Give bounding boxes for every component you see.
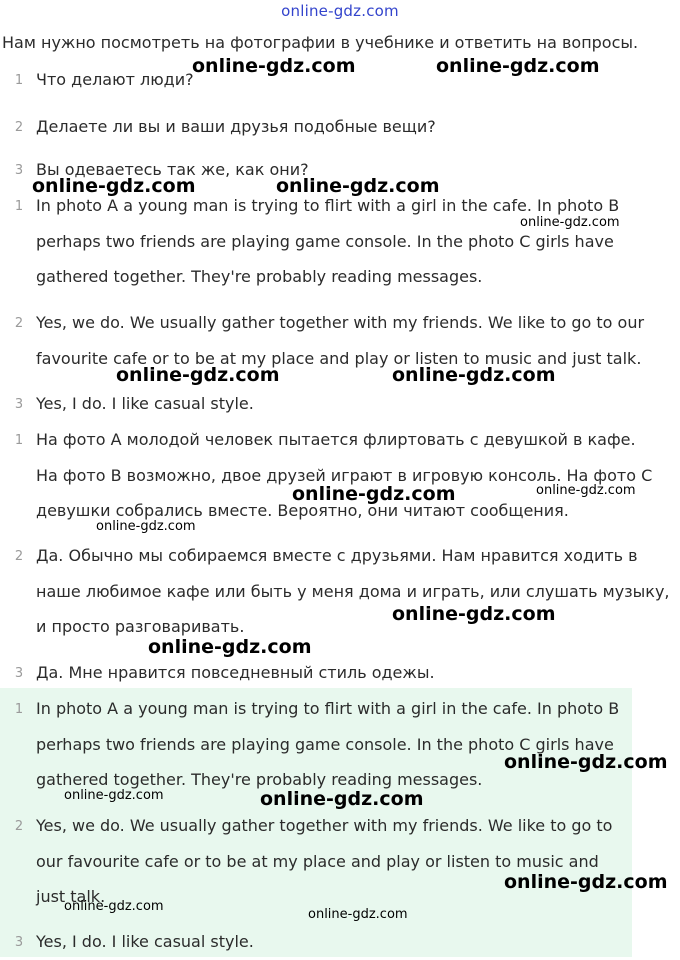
watermark: online-gdz.com	[504, 751, 668, 773]
watermark: online-gdz.com	[32, 175, 196, 197]
watermark: online-gdz.com	[292, 483, 456, 505]
item-text: На фото А молодой человек пытается флиртовать с девушкой в кафе. На фото B возможно, двое друзей играют в игровую консоль. На фото C девушки собрались вместе. Вероятно, они читают сообщения.	[36, 430, 653, 520]
item-number: 2	[14, 549, 24, 564]
item-number: 2	[14, 120, 24, 135]
item-number: 3	[14, 935, 24, 950]
item-number: 1	[14, 199, 24, 214]
watermark: online-gdz.com	[64, 899, 164, 914]
item-number: 3	[14, 397, 24, 412]
site-header-watermark: online-gdz.com	[281, 2, 399, 20]
watermark: online-gdz.com	[520, 215, 620, 230]
item-text: Yes, we do. We usually gather together with my friends. We like to go to our favourite cafe or to be at my place and play or listen to music and just talk.	[36, 816, 613, 906]
item-text: In photo A a young man is trying to flirt with a girl in the cafe. In photo B perhaps two friends are playing game console. In the photo C girls have gathered together. They're probably reading messages.	[36, 699, 620, 789]
watermark: online-gdz.com	[116, 364, 280, 386]
item-text: Yes, we do. We usually gather together with my friends. We like to go to our favourite cafe or to be at my place and play or listen to music and just talk.	[36, 313, 645, 368]
item-text: Yes, I do. I like casual style.	[36, 394, 254, 413]
watermark: online-gdz.com	[392, 603, 556, 625]
watermark: online-gdz.com	[192, 55, 356, 77]
watermark: online-gdz.com	[436, 55, 600, 77]
item-text: Да. Обычно мы собираемся вместе с друзьями. Нам нравится ходить в наше любимое кафе или быть у меня дома и играть, или слушать музыку, и просто разговаривать.	[36, 546, 670, 636]
watermark: online-gdz.com	[64, 788, 164, 803]
intro-text: Нам нужно посмотреть на фотографии в учебнике и ответить на вопросы.	[2, 33, 639, 52]
item-text: Yes, I do. I like casual style.	[36, 932, 254, 951]
watermark: online-gdz.com	[260, 788, 424, 810]
item-text: Что делают люди?	[36, 70, 194, 89]
item-number: 1	[14, 433, 24, 448]
watermark: online-gdz.com	[308, 907, 408, 922]
item-number: 1	[14, 73, 24, 88]
item-text: Да. Мне нравится повседневный стиль одежы.	[36, 663, 435, 682]
item-number: 2	[14, 316, 24, 331]
watermark: online-gdz.com	[536, 483, 636, 498]
watermark: online-gdz.com	[276, 175, 440, 197]
item-number: 2	[14, 819, 24, 834]
item-number: 3	[14, 666, 24, 681]
item-text: Вы одеваетесь так же, как они?	[36, 160, 309, 179]
item-text: In photo A a young man is trying to flirt with a girl in the cafe. In photo B perhaps two friends are playing game console. In the photo C girls have gathered together. They're probably reading messages.	[36, 196, 620, 286]
item-number: 3	[14, 163, 24, 178]
watermark: online-gdz.com	[96, 519, 196, 534]
watermark: online-gdz.com	[392, 364, 556, 386]
watermark: online-gdz.com	[504, 871, 668, 893]
watermark: online-gdz.com	[148, 636, 312, 658]
item-number: 1	[14, 702, 24, 717]
item-text: Делаете ли вы и ваши друзья подобные вещи?	[36, 117, 436, 136]
